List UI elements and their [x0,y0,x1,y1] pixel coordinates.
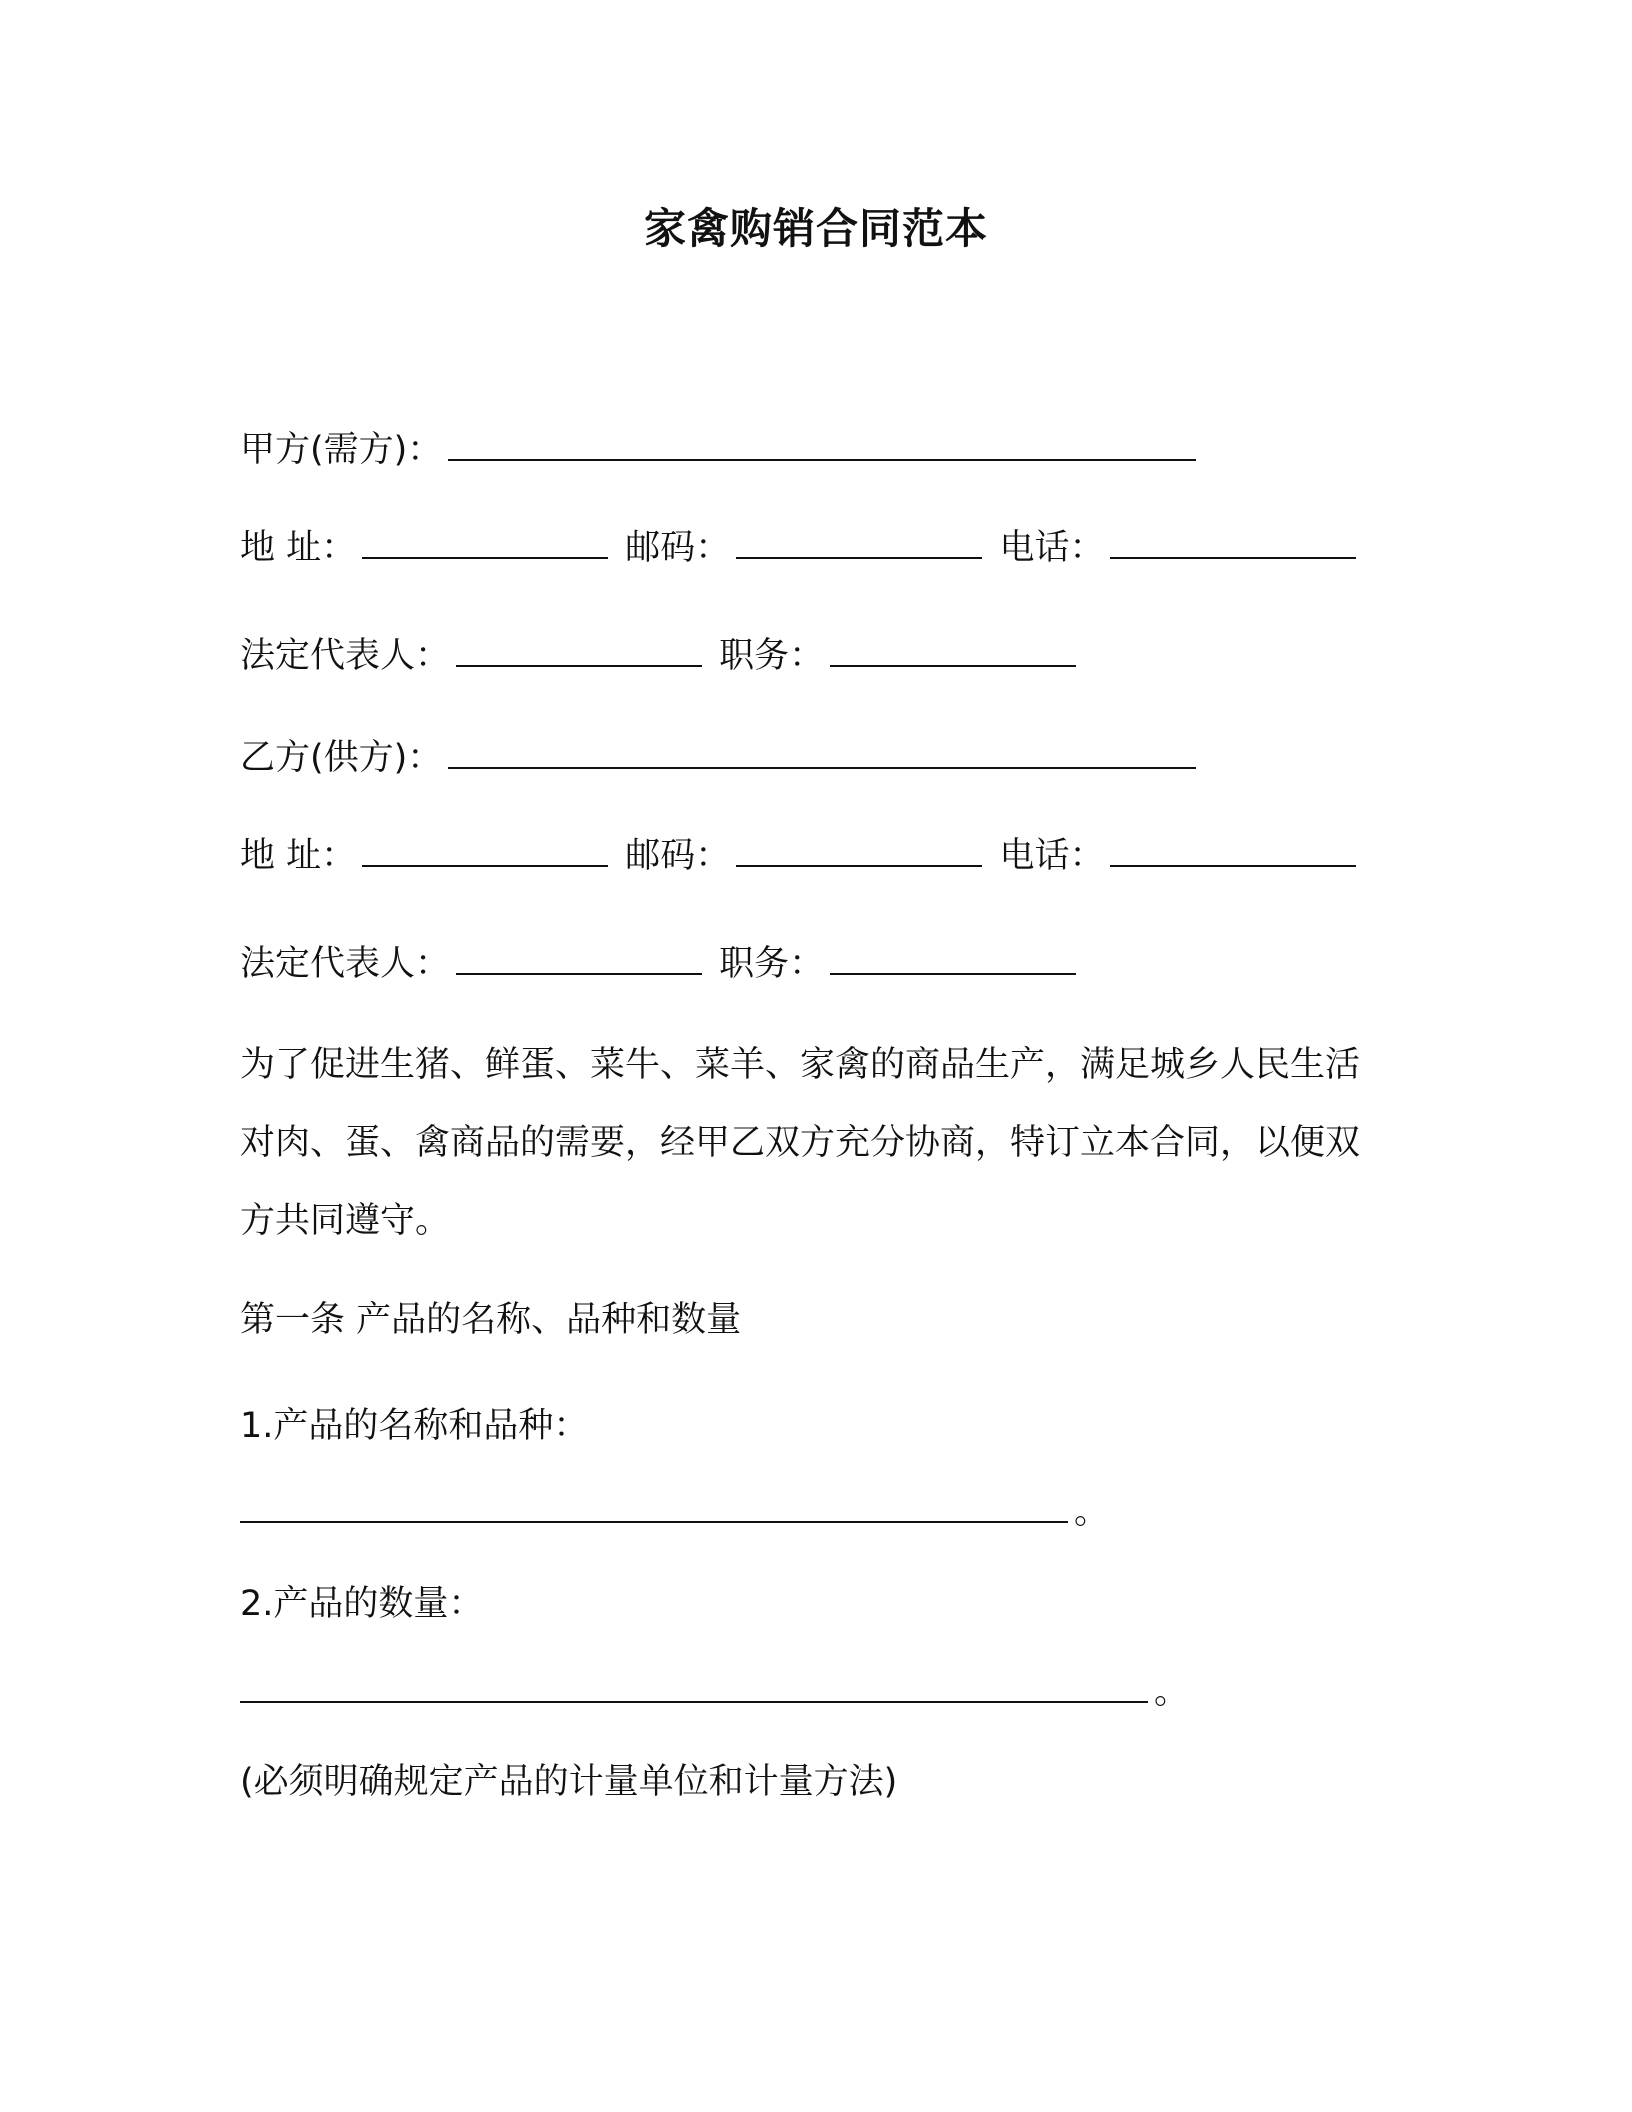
document-title: 家禽购销合同范本 [643,204,988,253]
party-b-postcode-blank[interactable] [736,835,982,867]
article-1-item-1-line [240,1490,1109,1534]
product-quantity-blank[interactable] [240,1671,1148,1703]
party-a-label: 甲方(需方)： [240,430,443,470]
party-a-address-label: 地 址： [240,528,357,568]
product-name-blank[interactable] [240,1491,1068,1523]
party-a-phone-blank[interactable] [1110,527,1356,559]
party-a-blank[interactable] [448,429,1196,461]
party-b-rep-line [240,942,1082,986]
party-a-line [240,428,1202,472]
article-1-item-2-label: 2.产品的数量： [240,1584,484,1624]
party-a-contact-line [240,526,1362,570]
article-1-item-1-label: 1.产品的名称和品种： [240,1406,589,1446]
party-a-rep-blank[interactable] [456,635,702,667]
party-a-position-blank[interactable] [830,635,1076,667]
party-b-address-blank[interactable] [362,835,608,867]
party-b-contact-line [240,834,1362,878]
party-b-phone-blank[interactable] [1110,835,1356,867]
party-b-label: 乙方(供方)： [240,738,443,778]
party-b-address-label: 地 址： [240,836,357,876]
party-a-phone-label: 电话： [999,528,1105,568]
party-a-postcode-label: 邮码： [625,528,731,568]
party-b-rep-blank[interactable] [456,943,702,975]
party-b-position-blank[interactable] [830,943,1076,975]
party-b-position-label: 职务： [719,944,825,984]
article-1-item-2-line [240,1670,1189,1714]
party-a-position-label: 职务： [719,636,825,676]
item-1-end-mark: 。 [1074,1492,1110,1532]
party-a-address-blank[interactable] [362,527,608,559]
party-a-rep-label: 法定代表人： [240,636,451,676]
party-a-rep-line [240,634,1082,678]
party-b-phone-label: 电话： [999,836,1105,876]
party-b-line [240,736,1202,780]
item-2-end-mark: 。 [1154,1672,1190,1712]
party-a-postcode-blank[interactable] [736,527,982,559]
article-1-heading: 第一条 产品的名称、品种和数量 [240,1300,742,1340]
article-1-note: (必须明确规定产品的计量单位和计量方法) [240,1762,898,1802]
party-b-postcode-label: 邮码： [625,836,731,876]
party-b-blank[interactable] [448,737,1196,769]
intro-paragraph: 为了促进生猪、鲜蛋、菜牛、菜羊、家禽的商品生产，满足城乡人民生活对肉、蛋、禽商品的需要，经甲乙双方充分协商，特订立本合同，以便双方共同遵守。 [240,1045,1361,1241]
party-b-rep-label: 法定代表人： [240,944,451,984]
